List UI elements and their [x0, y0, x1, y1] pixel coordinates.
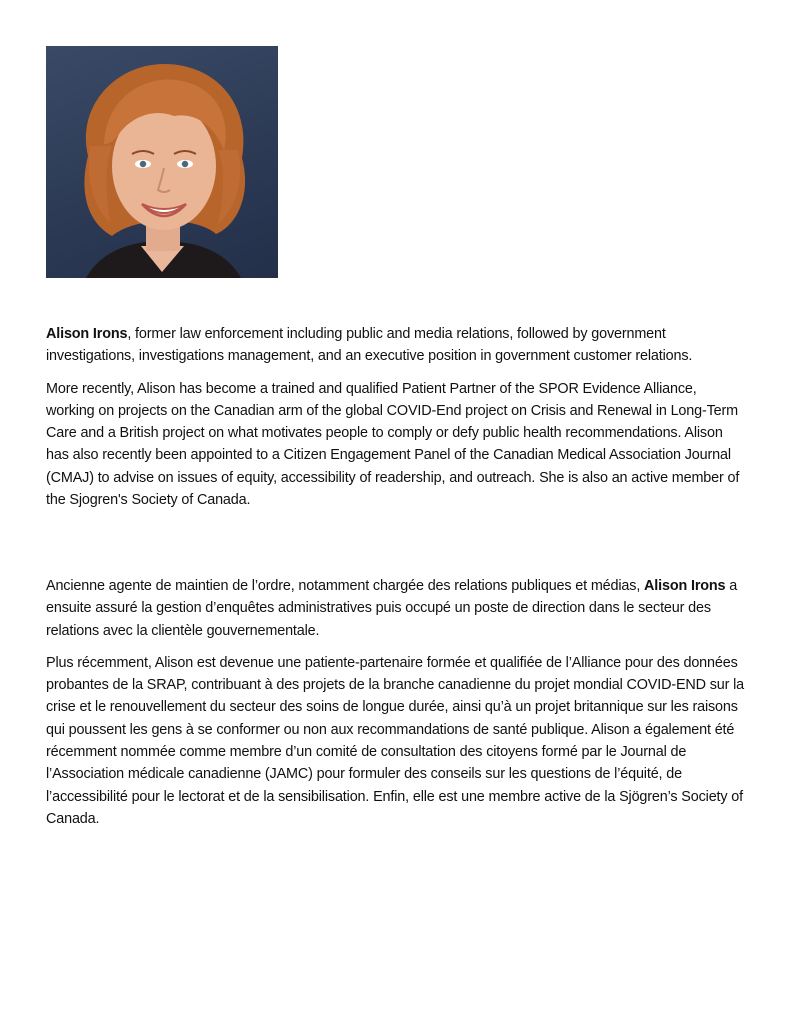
person-name-fr: Alison Irons [644, 578, 726, 594]
french-bio [46, 575, 746, 830]
french-paragraph-2: Plus récemment, Alison est devenue une patiente-partenaire formée et qualifiée de l’Alliance pour des données probantes de la SRAP, contribuant à des projets de la branche canadienne du projet mondial COVID-END sur la crise et le renouvellement du secteur des soins de longue durée, ainsi qu’à un projet britannique sur les raisons qui poussent les gens à se conformer ou non aux recommandations de santé publique. Alison a également été récemment nommée comme membre d’un comité de consultation des citoyens formé par le Journal de l’Association médicale canadienne (JAMC) pour formuler des conseils sur les questions de l’équité, de l’accessibilité pour le lectorat et de la sensibilisation. Enfin, elle est une membre active de la Sjögren’s Society of Canada. [46, 654, 745, 827]
english-bio [46, 323, 746, 511]
english-paragraph-1-text: , former law enforcement including public and media relations, followed by government investigations, investigations management, and an executive position in government customer relations. [46, 326, 693, 365]
english-paragraph-1 [46, 323, 746, 368]
english-paragraph-2: More recently, Alison has become a trained and qualified Patient Partner of the SPOR Evidence Alliance, working on projects on the Canadian arm of the global COVID-End project on Crisis and Renewal in Long-Term Care and a British project on what motivates people to comply or defy public health recommendations. Alison has also recently been appointed to a Citizen Engagement Panel of the Canadian Medical Association Journal (CMAJ) to advise on issues of equity, accessibility of readership, and outreach. She is also an active member of the Sjogren's Society of Canada. [46, 380, 740, 509]
portrait-photo [46, 46, 278, 278]
french-paragraph-1 [46, 575, 746, 642]
french-paragraph-1-intro: Ancienne agente de maintien de l’ordre, notamment chargée des relations publiques et médias, [46, 578, 645, 594]
portrait-illustration [46, 46, 278, 278]
person-name: Alison Irons [46, 326, 128, 342]
french-paragraph-1-text: a ensuite assuré la gestion d’enquêtes administratives puis occupé un poste de direction dans le secteur des relations avec la clientèle gouvernementale. [46, 578, 738, 639]
